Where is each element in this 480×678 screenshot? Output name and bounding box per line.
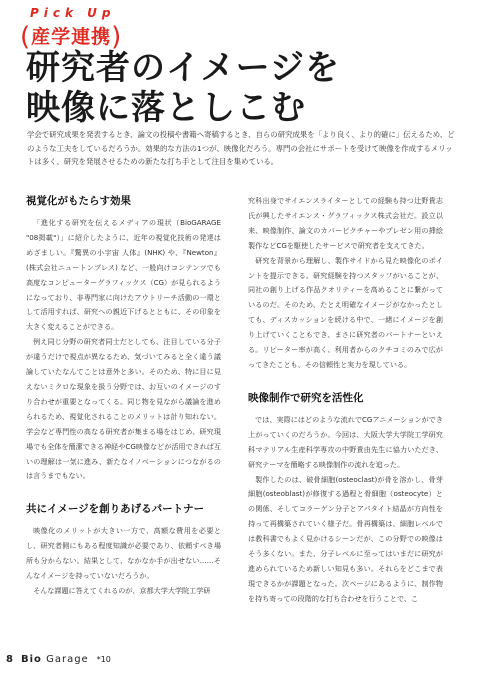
body-paragraph: 例え同じ分野の研究者同士だとしても、注目している分子が違うだけで視点が異なるため、気づいてみると全く違う議論していたなんてことは意外と多い。そのため、特に目に見えないミクロな現象を扱う分野では、お互いのイメージのすり合わせが重要となってくる。同じ物を見ながら議論を進められるため、視覚化されることのメリットは計り知れない。学会など専門性の高なる研究者が集まる場をはじめ、研究現場でも全体を簡潔できる神経やCG映像などが活用できれば互いの理解は一気に進み、新たなイノベーションにつながるのは言うまでもない。	[26, 337, 221, 481]
issue-number: *10	[96, 655, 111, 664]
body-paragraph: そんな課題に答えてくれるのが、京都大学大学院工学研	[33, 585, 211, 595]
body-paragraph: 製作したのは、破骨細胞(osteoclast)が骨を溶かし、骨芽細胞(osteoblast)が修復する過程と骨細胞（osteocyte）との関係、そしてコラーゲン分子とアパタイト結晶が方向性を持って再構築されていく様子だ。骨再構築は、細胞レベルでは教科書でもよく見かけるシーンだが、この分野での映像はそう多くない。また、分子レベルに至ってはいまだに研究が進められているため新しい知見も多い。それらをどこまで表現できるかが課題となった。次ページにあるように、制作物を持ち寄っての段階的な打ち合わせを行うことで、こ	[248, 474, 443, 603]
magazine-brand	[21, 654, 89, 665]
body-paragraph: 映像化のメリットが大きい一方で、高額な費用を必要とし、研究者側にもある程度知識が必要であり、依頼すべき場所も分からない。結果として、なかなか手が出せない……そんなイメージを持っていないだろうか。	[26, 526, 221, 581]
page-footer	[6, 654, 111, 665]
page-number: 8	[6, 654, 13, 665]
category-label	[20, 20, 122, 50]
title-line-2: 映像に落としこむ	[26, 88, 306, 128]
left-column	[26, 194, 221, 599]
section-heading-partner: 共にイメージを創りあげるパートナー	[26, 503, 205, 516]
body-paragraph: 研究を背景から理解し、製作サイドから見た映像化のポイントを提示できる。研究経験を持つスタッフがいることが、同社の創り上げる作品クオリティーを高めることに繋がっているのだ。そのため、たとえ明確なイメージがなかったとしても、ディスカッションを続ける中で、一緒にイメージを創り上げていくこともでき、まさに研究者のパートナーといえる。リピーター率が高く、利用者からのクチコミのみで広がってきたことも、その信頼性と実力を現している。	[248, 255, 443, 369]
category-text: 産学連携	[31, 26, 112, 48]
open-paren-mark: (	[20, 22, 32, 52]
brand-bio: Bio	[20, 654, 42, 665]
body-paragraph: では、実際にはどのような流れでCGアニメーションができ上がっていくのだろうか。今回は、大阪大学大学院工学研究科マテリアル生産科学専攻の中野貴由先生に協力いただき、研究テーマを簡略する映像制作の流れを追った。	[248, 414, 443, 469]
brand-garage: Garage	[46, 654, 89, 665]
pickup-label: Pick Up	[30, 6, 116, 20]
right-column	[248, 194, 443, 607]
section-heading-production: 映像制作で研究を活性化	[248, 391, 364, 404]
section-heading-visualization: 視覚化がもたらす効果	[26, 195, 131, 207]
body-paragraph: 究科出身でサイエンスライターとしての経験も持つ辻野貴志氏が興したサイエンス・グラフィックス株式会社だ。設立以来、映像制作、論文のカバーピクチャーやプレゼン用の挿絵製作などCGを駆使したサービスで研究者を支えてきた。	[248, 196, 443, 250]
lead-paragraph: 学会で研究成果を発表するとき、論文の投稿や書籍へ寄稿するとき、自らの研究成果を「より良く、より的確に」伝えるため、どのような工夫をしているだろうか。効果的な方法の1つが、映像化だろう。専門の会社にサポートを受けて映像を作成するメリットは多く、研究を発展させるための新たな打ち手として注目を集めている。	[27, 130, 455, 166]
page-title	[26, 48, 340, 128]
title-line-1: 研究者のイメージを	[26, 48, 340, 88]
body-paragraph: 「進化する研究を伝えるメディアの現状（BioGARAGE "08掲載"）」に紹介したように、近年の視覚化技術の発達はめざましい。『驚異の小宇宙 人体』(NHK) や、『Newton』(株式会社ニュートンプレス) など、一般向けコンテンツでも高度なコンピューターグラフィックス（CG）が見られるようになっており、非専門家に向けたアウトリーチ活動の一環として活用すれば、研究への親近下げるとともに、その印象を大きく変えることができる。	[26, 218, 221, 332]
close-paren-mark: )	[111, 22, 123, 52]
